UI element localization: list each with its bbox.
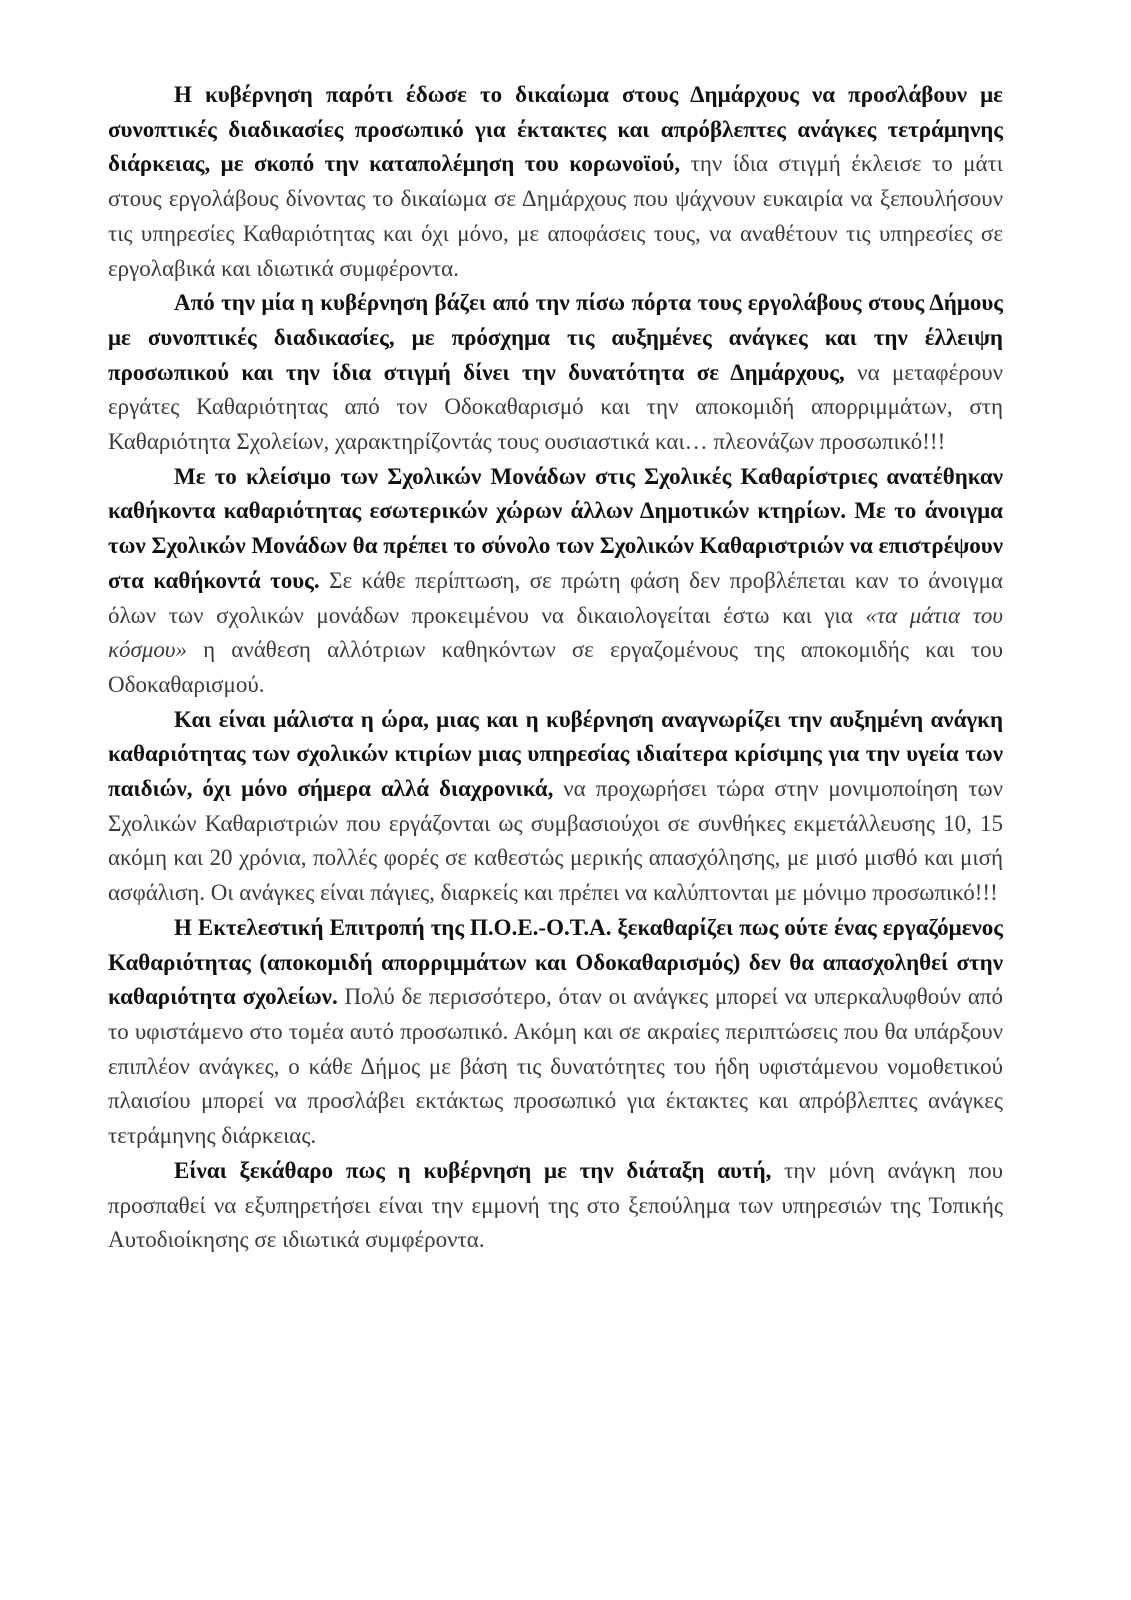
paragraph-normal-text-end: η ανάθεση αλλότριων καθηκόντων σε εργαζομένους της αποκομιδής και του Οδοκαθαρισμού.	[108, 637, 1003, 697]
document-page	[108, 78, 1003, 1258]
paragraph-bold-text: Από την μία η κυβέρνηση βάζει από την πίσω πόρτα τους εργολάβους στους Δήμους με συνοπτικές διαδικασίες, με πρόσχημα τις αυξημένες ανάγκες και την έλλειψη προσωπικού και την ίδια στιγμή δίνει την δυνατότητα σε Δημάρχους,	[108, 290, 1003, 385]
paragraph-normal-text: Σε κάθε περίπτωση, σε πρώτη φάση δεν προβλέπεται καν το άνοιγμα όλων των σχολικών μονάδων προκειμένου να δικαιολογείται έστω και για	[108, 567, 1003, 628]
paragraph-school-cleaners	[108, 460, 1003, 703]
paragraph-government-permission	[108, 78, 1003, 286]
paragraph-permanent-staff	[108, 703, 1003, 911]
paragraph-conclusion	[108, 1154, 1003, 1258]
paragraph-executive-committee	[108, 911, 1003, 1154]
paragraph-bold-text: Με το κλείσιμο των Σχολικών Μονάδων στις Σχολικές Καθαρίστριες ανατέθηκαν καθήκοντα καθαριότητας εσωτερικών χώρων άλλων Δημοτικών κτηρίων. Με το άνοιγμα των Σχολικών Μονάδων θα πρέπει το σύνολο των Σχολικών Καθαριστριών να επιστρέψουν στα καθήκοντά τους.	[108, 463, 1003, 593]
paragraph-normal-text: να προχωρήσει τώρα στην μονιμοποίηση των Σχολικών Καθαριστριών που εργάζονται ως συμβασιούχοι σε συνθήκες εκμετάλλευσης 10, 15 ακόμη και 20 χρόνια, πολλές φορές σε καθεστώς μερικής απασχόλησης, με μισό μισθό και μισή ασφάλιση. Οι ανάγκες είναι πάγιες, διαρκείς και πρέπει να καλύπτονται με μόνιμο προσωπικό!!!	[108, 776, 1003, 906]
paragraph-bold-text: Η κυβέρνηση παρότι έδωσε το δικαίωμα στους Δημάρχους να προσλάβουν με συνοπτικές διαδικασίες προσωπικό για έκτακτες και απρόβλεπτες ανάγκες τετράμηνης διάρκειας, με σκοπό την καταπολέμηση του κορωνοϊού,	[108, 82, 1003, 177]
paragraph-bold-text: Και είναι μάλιστα η ώρα, μιας και η κυβέρνηση αναγνωρίζει την αυξημένη ανάγκη καθαριότητας των σχολικών κτιρίων μιας υπηρεσίας ιδιαίτερα κρίσιμης για την υγεία των παιδιών, όχι μόνο σήμερα αλλά διαχρονικά,	[108, 706, 1003, 802]
paragraph-normal-text: την μόνη ανάγκη που προσπαθεί να εξυπηρετήσει είναι την εμμονή της στο ξεπούλημα των υπηρεσιών της Τοπικής Αυτοδιοίκησης σε ιδιωτικά συμφέροντα.	[108, 1157, 1004, 1253]
paragraph-normal-text: να μεταφέρουν εργάτες Καθαριότητας από τον Οδοκαθαρισμό και την αποκομιδή απορριμμάτων, στη Καθαριότητα Σχολείων, χαρακτηρίζοντάς τους ουσιαστικά και… πλεονάζων προσωπικό!!!	[108, 359, 1003, 455]
paragraph-bold-text: Η Εκτελεστική Επιτροπή της Π.Ο.Ε.-Ο.Τ.Α. ξεκαθαρίζει πως ούτε ένας εργαζόμενος Καθαριότητας (αποκομιδή απορριμμάτων και Οδοκαθαρισμός) δεν θα απασχοληθεί στην καθαριότητα σχολείων.	[108, 914, 1003, 1010]
paragraph-italic-quote: «τα μάτια του κόσμου»	[108, 602, 1003, 663]
paragraph-contractors-backdoor	[108, 286, 1003, 460]
paragraph-normal-text: Πολύ δε περισσότερο, όταν οι ανάγκες μπορεί να υπερκαλυφθούν από το υφιστάμενο στο τομέα αυτό προσωπικό. Ακόμη και σε ακραίες περιπτώσεις που θα υπάρξουν επιπλέον ανάγκες, ο κάθε Δήμος με βάση τις δυνατότητες του ήδη υφιστάμενου νομοθετικού πλαισίου μπορεί να προσλάβει εκτάκτως προσωπικό για έκτακτες και απρόβλεπτες ανάγκες τετράμηνης διάρκειας.	[108, 984, 1003, 1149]
paragraph-bold-text: Είναι ξεκάθαρο πως η κυβέρνηση με την διάταξη αυτή,	[174, 1157, 772, 1183]
paragraph-normal-text: την ίδια στιγμή έκλεισε το μάτι στους εργολάβους δίνοντας το δικαίωμα σε Δημάρχους που ψάχνουν ευκαιρία να ξεπουλήσουν τις υπηρεσίες Καθαριότητας και όχι μόνο, με αποφάσεις τους, να αναθέτουν τις υπηρεσίες σε εργολαβικά και ιδιωτικά συμφέροντα.	[108, 151, 1003, 281]
